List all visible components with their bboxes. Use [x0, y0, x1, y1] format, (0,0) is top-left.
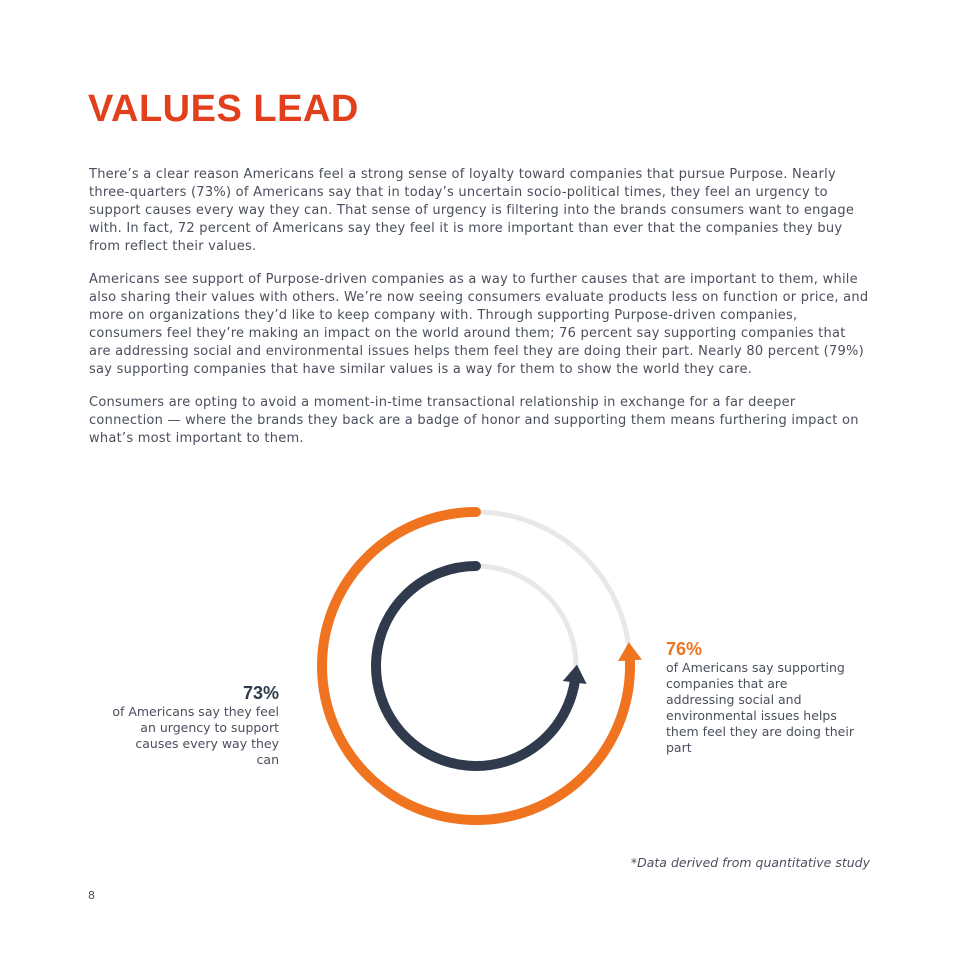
paragraph-2: Americans see support of Purpose-driven companies as a way to further causes that are important to them, while also sharing their values with others. We’re now seeing consumers evaluate products less on function or price, and more on organizations they’d like to keep company with. Through supporting Purpose-driven companies, consumers feel they’re making an impact on the world around them; 76 percent say supporting companies that are addressing social and environmental issues helps them feel they are doing their part. Nearly 80 percent (79%) say supporting companies that have similar values is a way for them to show the world they care. — [89, 272, 869, 377]
inner-arrow-head — [563, 665, 587, 684]
page-number: 8 — [88, 889, 95, 902]
paragraph-3: Consumers are opting to avoid a moment-in-time transactional relationship in exchange for a far deeper connection — where the brands they back are a badge of honor and supporting them means furthering impact on what’s most important to them. — [89, 395, 859, 446]
callout-73-value: 73% — [242, 683, 279, 703]
callout-76 — [666, 638, 856, 756]
callout-73-text: of Americans say they feel an urgency to support causes every way they can — [112, 704, 279, 767]
callout-76-value: 76% — [666, 639, 703, 659]
footnote: *Data derived from quantitative study — [630, 855, 870, 870]
callout-73 — [109, 682, 279, 768]
paragraph-1: There’s a clear reason Americans feel a strong sense of loyalty toward companies that pursue Purpose. Nearly three-quarters (73%) of Americans say that in today’s uncertain socio-political times, they feel an urgency to support causes every way they can. That sense of urgency is filtering into the brands consumers want to engage with. In fact, 72 percent of Americans say they feel it is more important than ever that the companies they buy from reflect their values. — [89, 167, 855, 254]
outer-arrow-head — [618, 642, 642, 661]
callout-76-text: of Americans say supporting companies that are addressing social and environmental issues helps them feel they are doing their part — [666, 660, 854, 755]
page-title: VALUES LEAD — [88, 88, 359, 130]
